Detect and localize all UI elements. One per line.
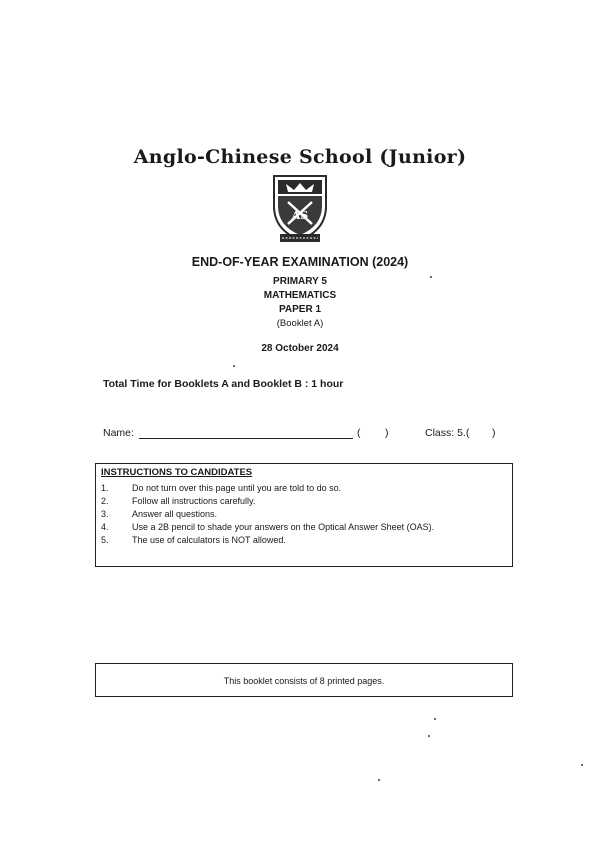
level: PRIMARY 5	[273, 276, 327, 287]
exam-date: 28 October 2024	[261, 343, 339, 354]
instruction-text: Do not turn over this page until you are told to do so.	[132, 483, 342, 493]
instruction-item	[101, 522, 434, 532]
instruction-number: 5.	[101, 535, 109, 545]
instruction-text: Follow all instructions carefully.	[132, 496, 256, 506]
school-name: Anglo-Chinese School (Junior)	[133, 146, 467, 168]
scan-speck	[233, 365, 235, 367]
instruction-item	[101, 483, 341, 493]
index-close-paren: )	[385, 427, 389, 439]
name-label: Name:	[103, 427, 134, 439]
instruction-number: 4.	[101, 522, 109, 532]
instruction-item	[101, 496, 255, 506]
scan-speck	[430, 276, 432, 278]
instruction-text: Use a 2B pencil to shade your answers on the Optical Answer Sheet (OAS).	[132, 522, 435, 532]
school-crest-icon	[268, 172, 332, 246]
scan-speck	[378, 779, 380, 781]
name-field-line	[139, 438, 353, 439]
scan-speck	[581, 764, 583, 766]
svg-text:AS: AS	[291, 209, 309, 222]
booklet: (Booklet A)	[276, 318, 324, 329]
total-time: Total Time for Booklets A and Booklet B : 1 hour	[103, 378, 344, 390]
instruction-text: Answer all questions.	[132, 509, 218, 519]
pages-note: This booklet consists of 8 printed pages.	[223, 676, 385, 686]
instructions-title: INSTRUCTIONS TO CANDIDATES	[101, 467, 253, 478]
instruction-text: The use of calculators is NOT allowed.	[132, 535, 286, 545]
scan-speck	[428, 735, 430, 737]
class-close-paren: )	[492, 427, 496, 439]
instruction-number: 3.	[101, 509, 109, 519]
instruction-number: 1.	[101, 483, 109, 493]
exam-title: END-OF-YEAR EXAMINATION (2024)	[191, 255, 409, 269]
paper: PAPER 1	[278, 304, 322, 315]
instruction-number: 2.	[101, 496, 109, 506]
instruction-item	[101, 535, 286, 545]
index-open-paren: (	[357, 427, 361, 439]
subject: MATHEMATICS	[263, 290, 337, 301]
scan-speck	[434, 718, 436, 720]
class-label: Class: 5.(	[425, 427, 470, 439]
instruction-item	[101, 509, 217, 519]
